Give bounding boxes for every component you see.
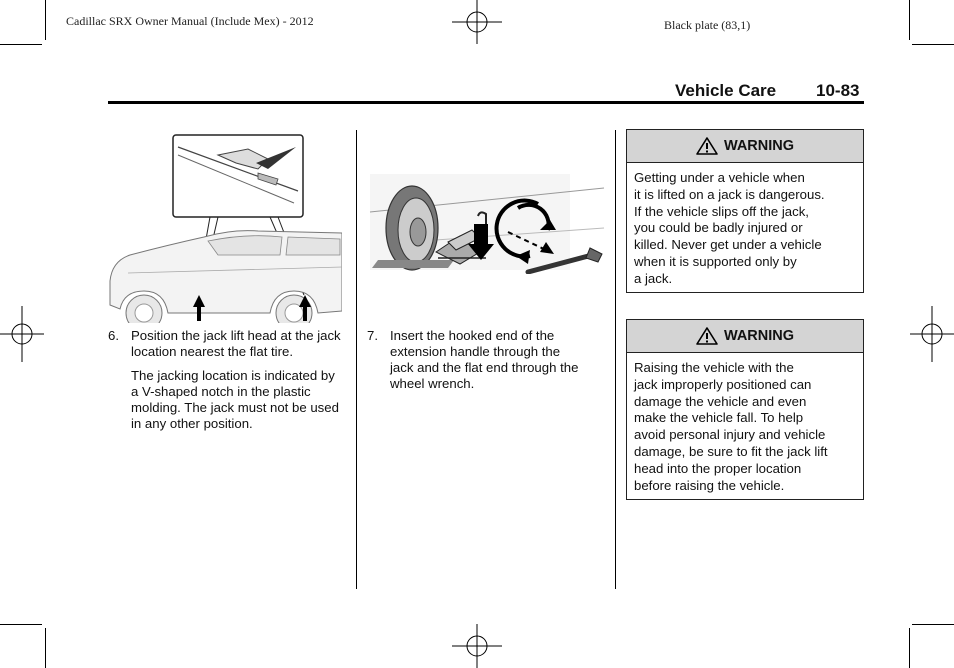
- step-6: [108, 328, 348, 360]
- step-number: 6.: [108, 328, 119, 343]
- warning-box: [626, 129, 864, 293]
- step-text: Position the jack lift head at the jack location nearest the flat tire.: [131, 328, 341, 359]
- warning-title: WARNING: [723, 138, 795, 154]
- warning-triangle-icon: [696, 327, 718, 345]
- step-text: Insert the hooked end of the extension handle through the jack and the flat end through the wheel wrench.: [390, 328, 579, 391]
- jack-handle-illustration: [368, 172, 606, 274]
- step-number: 7.: [367, 328, 378, 343]
- warning-header: [627, 130, 863, 163]
- crop-mark: [912, 44, 954, 45]
- warning-text: Getting under a vehicle when it is lifted on a jack is dangerous. If the vehicle slips off the jack, you could be badly injured or killed. Never get under a vehicle when it is supported only by a jack.: [634, 170, 825, 286]
- registration-target-icon: [0, 306, 44, 362]
- warning-text: Raising the vehicle with the jack improperly positioned can damage the vehicle and even make the vehicle fall. To help avoid personal injury and vehicle damage, be sure to fit the jack lift head into the proper location before raising the vehicle.: [634, 360, 828, 493]
- step-note: The jacking location is indicated by a V-shaped notch in the plastic molding. The jack must not be used in any other position.: [131, 368, 339, 431]
- crop-mark: [0, 624, 42, 625]
- step-7: [367, 328, 607, 392]
- crop-mark: [912, 624, 954, 625]
- header-rule: [108, 101, 864, 104]
- crop-mark: [909, 0, 910, 40]
- registration-target-icon: [910, 306, 954, 362]
- column-divider: [356, 130, 357, 589]
- crop-mark: [45, 628, 46, 668]
- registration-target-icon: [452, 0, 502, 44]
- warning-box: [626, 319, 864, 500]
- section-title: Vehicle Care: [675, 81, 777, 100]
- column-divider: [615, 130, 616, 589]
- warning-header: [627, 320, 863, 353]
- crop-mark: [0, 44, 42, 45]
- jack-location-illustration: [108, 133, 342, 323]
- plate-title: Cadillac SRX Owner Manual (Include Mex) - 2012: [66, 14, 314, 28]
- registration-target-icon: [452, 624, 502, 668]
- crop-mark: [45, 0, 46, 40]
- plate-number: Black plate (83,1): [664, 18, 751, 32]
- crop-mark: [909, 628, 910, 668]
- warning-triangle-icon: [696, 137, 718, 155]
- warning-title: WARNING: [723, 328, 795, 344]
- page-number: 10-83: [816, 81, 860, 100]
